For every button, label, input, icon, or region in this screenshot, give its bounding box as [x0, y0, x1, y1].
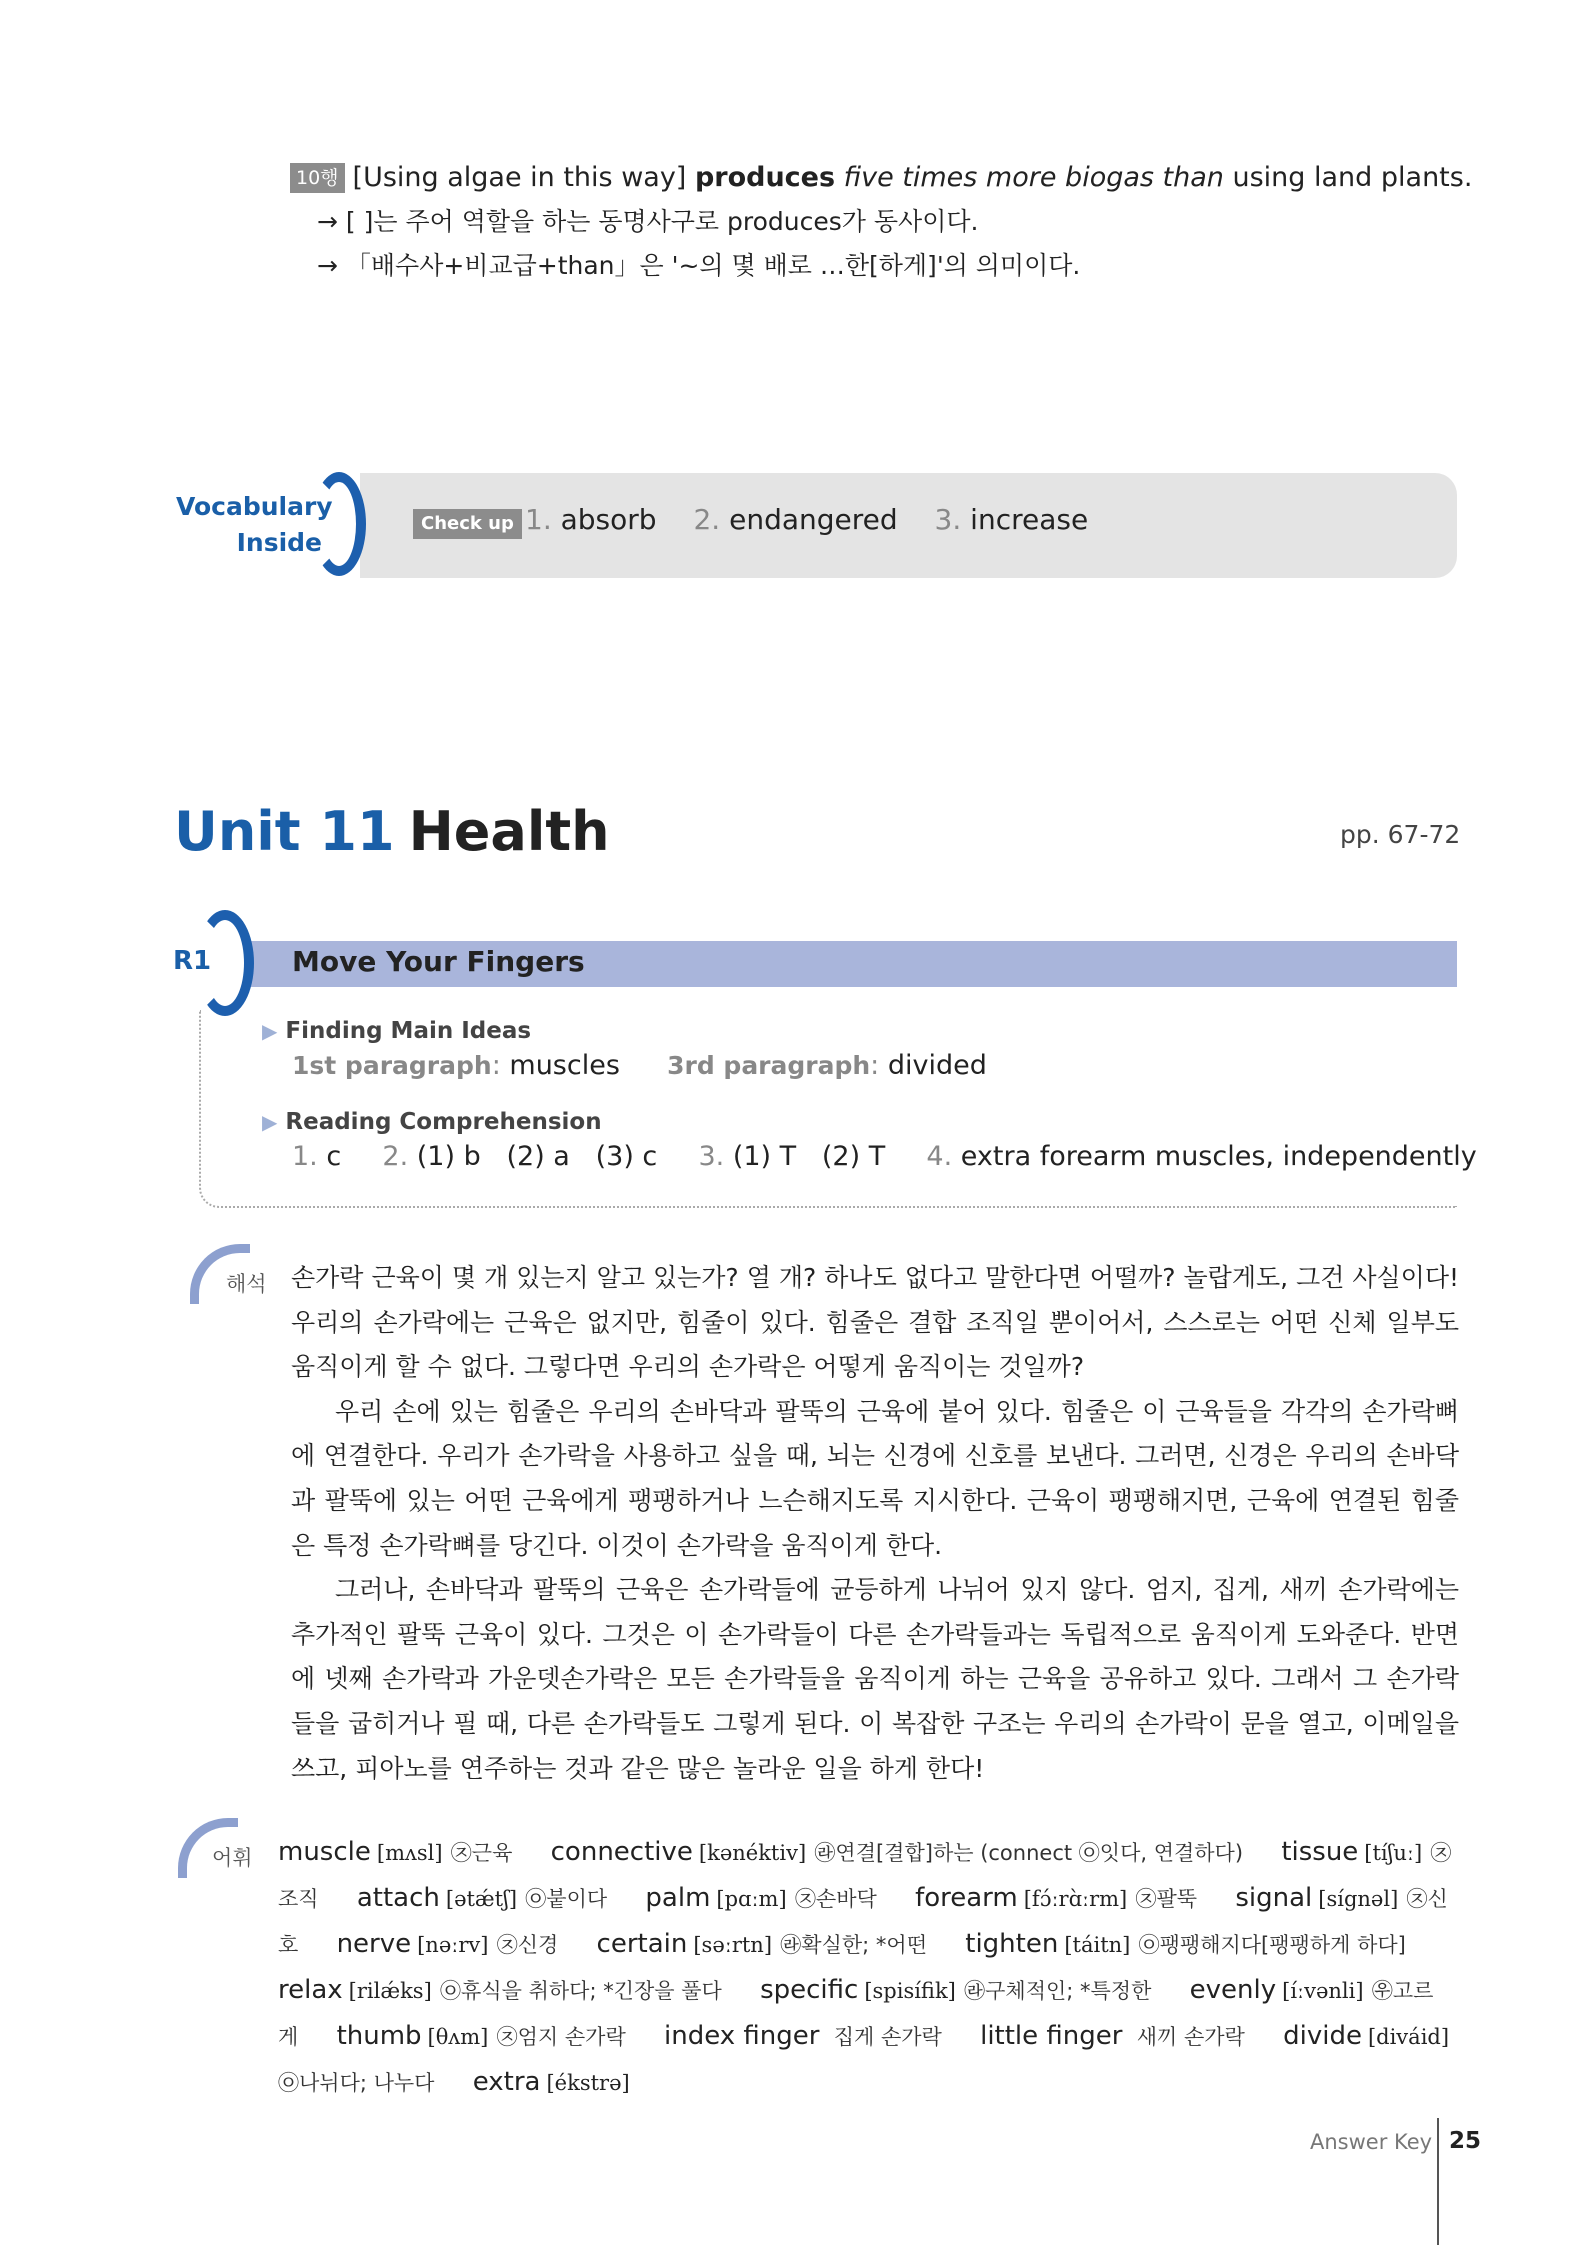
vocab-entry: forearm [fɔ́ːrɑ̀ːrm] ㉨팔뚝: [915, 1883, 1198, 1913]
grammar-sentence: 10행 [Using algae in this way] produces five times more biogas than using land plants.: [290, 156, 1472, 200]
main-ideas-section: [262, 1018, 987, 1081]
grammar-note-1: → [ ]는 주어 역할을 하는 동명사구로 produces가 동사이다.: [317, 207, 979, 236]
vocab-entry: palm [pɑːm] ㉨손바닥: [645, 1883, 877, 1913]
vocab-entry: index finger 집게 손가락: [664, 2021, 942, 2051]
vocab-entry: little finger 새끼 손가락: [980, 2021, 1245, 2051]
comprehension-section: [262, 1109, 1477, 1172]
vocab-label: 어휘: [212, 1846, 253, 1870]
grammar-note-2: → 「배수사+비교급+than」은 '~의 몇 배로 …한[하게]'의 의미이다.: [317, 251, 1081, 280]
page-number: 25: [1449, 2128, 1482, 2154]
unit-heading: [174, 800, 610, 863]
vocab-entry: relax [rilǽks] ㉧휴식을 취하다; *긴장을 풀다: [278, 1975, 722, 2005]
comprehension-heading: ▶ Reading Comprehension: [262, 1109, 602, 1135]
vocab-entry: nerve [nəːrv] ㉨신경: [336, 1929, 559, 1959]
vocab-entry: connective [kənéktiv] ㉱연결[결합]하는 (connect ㉧잇다, 연결하다): [550, 1837, 1244, 1867]
translation-paragraph: 우리 손에 있는 힘줄은 우리의 손바닥과 팔뚝의 근육에 붙어 있다. 힘줄은 이 근육들을 각각의 손가락뼈에 연결한다. 우리가 손가락을 사용하고 싶을 때, 뇌는 신경에 신호를 보낸다. 그러면, 신경은 우리의 손바닥과 팔뚝에 있는 어떤 근육에게 팽팽하거나 느슨해지도록 지시한다. 근육이 팽팽해지면, 근육에 연결된 힘줄은 특정 손가락뼈를 당긴다. 이것이 손가락을 움직이게 한다.: [291, 1396, 1459, 1560]
footer-label: Answer Key: [1310, 2130, 1433, 2154]
translation-text: [291, 1256, 1459, 1791]
vocab-entry: muscle [mʌsl] ㉨근육: [278, 1837, 513, 1867]
footer-divider: [1437, 2118, 1439, 2245]
r1-title: Move Your Fingers: [292, 945, 585, 978]
line-tag: 10행: [290, 163, 345, 193]
vocab-entry: divide [diváid] ㉧나뉘다; 나누다: [278, 2021, 1450, 2095]
vocab-inside-title: Vocabulary Inside: [176, 492, 333, 557]
unit-topic: Health: [408, 800, 610, 863]
translation-paragraph: 그러나, 손바닥과 팔뚝의 근육은 손가락들에 균등하게 나뉘어 있지 않다. 엄지, 집게, 새끼 손가락에는 추가적인 팔뚝 근육이 있다. 그것은 이 손가락들이 다른 손가락들과는 독립적으로 움직이게 도와준다. 반면에 넷째 손가락과 가운뎃손가락은 모든 손가락들을 움직이게 하는 근육을 공유하고 있다. 그래서 그 손가락들을 굽히거나 필 때, 다른 손가락들도 그렇게 된다. 이 복잡한 구조는 우리의 손가락이 문을 열고, 이메일을 쓰고, 피아노를 연주하는 것과 같은 많은 놀라운 일을 하게 한다!: [291, 1575, 1459, 1783]
checkup-answer: 2. endangered: [693, 503, 898, 536]
vocab-entry: evenly [íːvənli] ㉾고르게: [278, 1975, 1434, 2049]
comprehension-answers: 1. c 2. (1) b (2) a (3) c 3. (1) T (2) T 4. extra forearm muscles, independently: [292, 1141, 1477, 1172]
r1-tag: R1: [173, 946, 212, 976]
checkup-badge: Check up: [413, 509, 522, 539]
vocab-entry: tissue [tíʃuː] ㉨조직: [278, 1837, 1452, 1911]
main-ideas-heading: ▶ Finding Main Ideas: [262, 1018, 532, 1044]
translation-paragraph: 손가락 근육이 몇 개 있는지 알고 있는가? 열 개? 하나도 없다고 말한다면 어떨까? 놀랍게도, 그건 사실이다! 우리의 손가락에는 근육은 없지만, 힘줄이 있다. 힘줄은 결합 조직일 뿐이어서, 스스로는 어떤 신체 일부도 움직이게 할 수 없다. 그렇다면 우리의 손가락은 어떻게 움직이는 것일까?: [291, 1263, 1459, 1382]
vocab-list: [278, 1830, 1458, 2106]
page-range: pp. 67-72: [1340, 820, 1461, 849]
vocab-entry: specific [spisífik] ㉱구체적인; *특정한: [760, 1975, 1152, 2005]
triangle-icon: ▶: [262, 1110, 278, 1134]
vocab-entry: tighten [táitn] ㉧팽팽해지다[팽팽하게 하다]: [965, 1929, 1406, 1959]
vocab-entry: thumb [θʌm] ㉨엄지 손가락: [336, 2021, 626, 2051]
vocab-entry: attach [ətǽtʃ] ㉧붙이다: [356, 1883, 608, 1913]
triangle-icon: ▶: [262, 1019, 278, 1043]
vocab-entry: signal [sígnəl] ㉨신호: [278, 1883, 1448, 1957]
checkup-answer: 1. absorb: [525, 503, 657, 536]
unit-label: Unit 11: [174, 800, 395, 863]
checkup-answer: 3. increase: [934, 503, 1089, 536]
vocab-entry: extra [ékstrə]: [472, 2067, 630, 2097]
checkup-answers: [525, 503, 1116, 536]
grammar-note: [290, 156, 1472, 288]
vocab-entry: certain [səːrtn] ㉱확실한; *어떤: [596, 1929, 927, 1959]
main-ideas-answers: 1st paragraph: muscles 3rd paragraph: divided: [292, 1050, 987, 1081]
translation-label: 해석: [226, 1272, 267, 1296]
